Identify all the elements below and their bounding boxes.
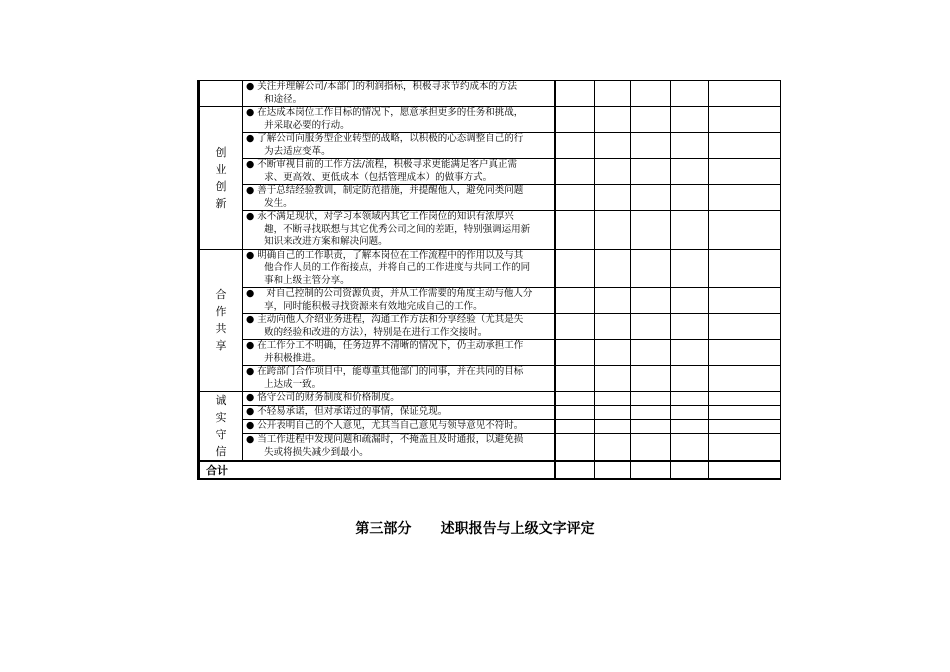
score-cell[interactable]	[555, 107, 595, 133]
score-cell[interactable]	[595, 185, 631, 211]
criterion-cell	[243, 81, 555, 107]
score-cell[interactable]	[595, 340, 631, 366]
score-cell[interactable]	[631, 288, 671, 314]
score-cell[interactable]	[671, 288, 709, 314]
table-row	[199, 288, 781, 314]
criterion-cell	[243, 420, 555, 434]
score-cell[interactable]	[709, 133, 781, 159]
evaluation-table	[197, 80, 781, 480]
score-cell[interactable]	[631, 340, 671, 366]
criterion-text: ● 主动向他人介绍业务进程，沟通工作方法和分享经验（尤其是失 败的经验和改进的方法），特别是在进行工作交接时。	[246, 314, 524, 338]
score-cell[interactable]	[631, 185, 671, 211]
score-cell[interactable]	[671, 159, 709, 185]
score-cell[interactable]	[595, 392, 631, 406]
section-title: 第三部分 述职报告与上级文字评定	[355, 521, 595, 537]
total-label: 合计	[199, 461, 555, 479]
criterion-cell	[243, 107, 555, 133]
criterion-cell	[243, 249, 555, 288]
score-cell[interactable]	[709, 314, 781, 340]
criterion-text: ● 在工作分工不明确，任务边界不清晰的情况下，仍主动承担工作 并积极推进。	[246, 340, 524, 364]
score-cell[interactable]	[671, 366, 709, 392]
score-cell[interactable]	[555, 288, 595, 314]
category-cell-empty	[199, 81, 243, 107]
score-cell[interactable]	[595, 288, 631, 314]
score-cell[interactable]	[671, 107, 709, 133]
table-row	[199, 107, 781, 133]
criterion-cell	[243, 406, 555, 420]
score-cell[interactable]	[555, 159, 595, 185]
score-cell[interactable]	[709, 406, 781, 420]
criterion-text: ● 永不满足现状，对学习本领域内其它工作岗位的知识有浓厚兴 趣，不断寻找联想与其它优秀公司之间的差距，特别强调运用新 知识来改进方案和解决问题。	[246, 211, 531, 247]
criterion-text: ● 恪守公司的财务制度和价格制度。	[246, 392, 400, 403]
score-cell[interactable]	[631, 392, 671, 406]
score-cell[interactable]	[709, 159, 781, 185]
score-cell[interactable]	[671, 340, 709, 366]
criterion-text: ● 在达成本岗位工作目标的情况下，愿意承担更多的任务和挑战， 并采取必要的行动。	[246, 107, 524, 131]
score-cell[interactable]	[631, 366, 671, 392]
total-score-cell[interactable]	[555, 461, 595, 479]
score-cell[interactable]	[709, 211, 781, 250]
score-cell[interactable]	[555, 133, 595, 159]
table-row	[199, 185, 781, 211]
total-score-cell[interactable]	[595, 461, 631, 479]
score-cell[interactable]	[671, 420, 709, 434]
score-cell[interactable]	[555, 406, 595, 420]
criterion-cell	[243, 366, 555, 392]
score-cell[interactable]	[595, 406, 631, 420]
score-cell[interactable]	[595, 81, 631, 107]
criterion-text: ● 当工作进程中发现问题和疏漏时，不掩盖且及时通报，以避免损 失或将损失减少到最小。	[246, 434, 524, 458]
score-cell[interactable]	[631, 434, 671, 462]
category-cell	[199, 249, 243, 392]
score-cell[interactable]	[709, 107, 781, 133]
score-cell[interactable]	[709, 288, 781, 314]
score-cell[interactable]	[555, 314, 595, 340]
table-row	[199, 211, 781, 250]
criterion-cell	[243, 434, 555, 462]
table-row	[199, 366, 781, 392]
category-label: 诚实守信	[215, 394, 227, 458]
score-cell[interactable]	[631, 406, 671, 420]
category-label: 合作共享	[215, 288, 227, 353]
score-cell[interactable]	[631, 420, 671, 434]
score-cell[interactable]	[709, 185, 781, 211]
score-cell[interactable]	[555, 366, 595, 392]
score-cell[interactable]	[709, 81, 781, 107]
score-cell[interactable]	[595, 420, 631, 434]
score-cell[interactable]	[595, 314, 631, 340]
table-row	[199, 434, 781, 462]
table-body	[199, 81, 781, 480]
table-row	[199, 81, 781, 107]
score-cell[interactable]	[709, 392, 781, 406]
score-cell[interactable]	[709, 434, 781, 462]
score-cell[interactable]	[671, 434, 709, 462]
criterion-cell	[243, 288, 555, 314]
score-cell[interactable]	[671, 314, 709, 340]
score-cell[interactable]	[671, 392, 709, 406]
score-cell[interactable]	[671, 81, 709, 107]
score-cell[interactable]	[555, 420, 595, 434]
table-row	[199, 340, 781, 366]
category-cell	[199, 392, 243, 462]
score-cell[interactable]	[631, 107, 671, 133]
criterion-text: ● 不断审视目前的工作方法/流程，积极寻求更能满足客户真正需 求、更高效、更低成本（包括管理成本）的做事方式。	[246, 159, 518, 183]
table-row	[199, 159, 781, 185]
total-row	[199, 461, 781, 479]
score-cell[interactable]	[631, 249, 671, 288]
score-cell[interactable]	[671, 211, 709, 250]
score-cell[interactable]	[709, 249, 781, 288]
score-cell[interactable]	[555, 185, 595, 211]
category-label: 创业创新	[215, 145, 227, 210]
score-cell[interactable]	[595, 434, 631, 462]
score-cell[interactable]	[555, 211, 595, 250]
table-row	[199, 314, 781, 340]
total-score-cell[interactable]	[631, 461, 671, 479]
score-cell[interactable]	[555, 249, 595, 288]
criterion-text: ● 了解公司向服务型企业转型的战略，以积极的心态调整自己的行 为去适应变革。	[246, 133, 524, 157]
score-cell[interactable]	[555, 434, 595, 462]
score-cell[interactable]	[595, 366, 631, 392]
criterion-text: ● 善于总结经验教训，制定防范措施，并提醒他人，避免同类问题 发生。	[246, 185, 524, 209]
criterion-text: ● 在跨部门合作项目中，能尊重其他部门的同事，并在共同的目标 上达成一致。	[246, 366, 524, 390]
total-score-cell[interactable]	[671, 461, 709, 479]
score-cell[interactable]	[555, 81, 595, 107]
score-cell[interactable]	[555, 340, 595, 366]
score-cell[interactable]	[631, 211, 671, 250]
score-cell[interactable]	[595, 159, 631, 185]
table-row	[199, 420, 781, 434]
criterion-cell	[243, 314, 555, 340]
score-cell[interactable]	[631, 159, 671, 185]
criterion-text: ● 关注并理解公司/本部门的利润指标，积极寻求节约成本的方法 和途径。	[246, 81, 518, 105]
criterion-cell	[243, 392, 555, 406]
criterion-text: ● 对自己控制的公司资源负责，并从工作需要的角度主动与他人分 享，同时能积极寻找资源来有效地完成自己的工作。	[246, 288, 533, 312]
score-cell[interactable]	[671, 185, 709, 211]
criterion-text: ● 公开表明自己的个人意见，尤其当自己意见与领导意见不符时。	[246, 420, 524, 431]
score-cell[interactable]	[595, 107, 631, 133]
total-score-cell[interactable]	[709, 461, 781, 479]
criterion-cell	[243, 185, 555, 211]
criterion-cell	[243, 159, 555, 185]
score-cell[interactable]	[595, 133, 631, 159]
score-cell[interactable]	[631, 81, 671, 107]
score-cell[interactable]	[709, 366, 781, 392]
criterion-text: ● 明确自己的工作职责，了解本岗位在工作流程中的作用以及与其 他合作人员的工作衔接点，并将自己的工作进度与共同工作的同 事和上级主管分享。	[246, 249, 531, 286]
score-cell[interactable]	[555, 392, 595, 406]
score-cell[interactable]	[595, 249, 631, 288]
score-cell[interactable]	[631, 314, 671, 340]
score-cell[interactable]	[671, 406, 709, 420]
table-row	[199, 249, 781, 288]
score-cell[interactable]	[709, 340, 781, 366]
criterion-cell	[243, 211, 555, 250]
score-cell[interactable]	[671, 133, 709, 159]
criterion-text: ● 不轻易承诺，但对承诺过的事情，保证兑现。	[246, 406, 448, 417]
table-row	[199, 392, 781, 406]
score-cell[interactable]	[595, 211, 631, 250]
criterion-cell	[243, 133, 555, 159]
table-row	[199, 406, 781, 420]
score-cell[interactable]	[709, 420, 781, 434]
score-cell[interactable]	[671, 249, 709, 288]
category-cell	[199, 107, 243, 250]
criterion-cell	[243, 340, 555, 366]
table-row	[199, 133, 781, 159]
score-cell[interactable]	[631, 133, 671, 159]
